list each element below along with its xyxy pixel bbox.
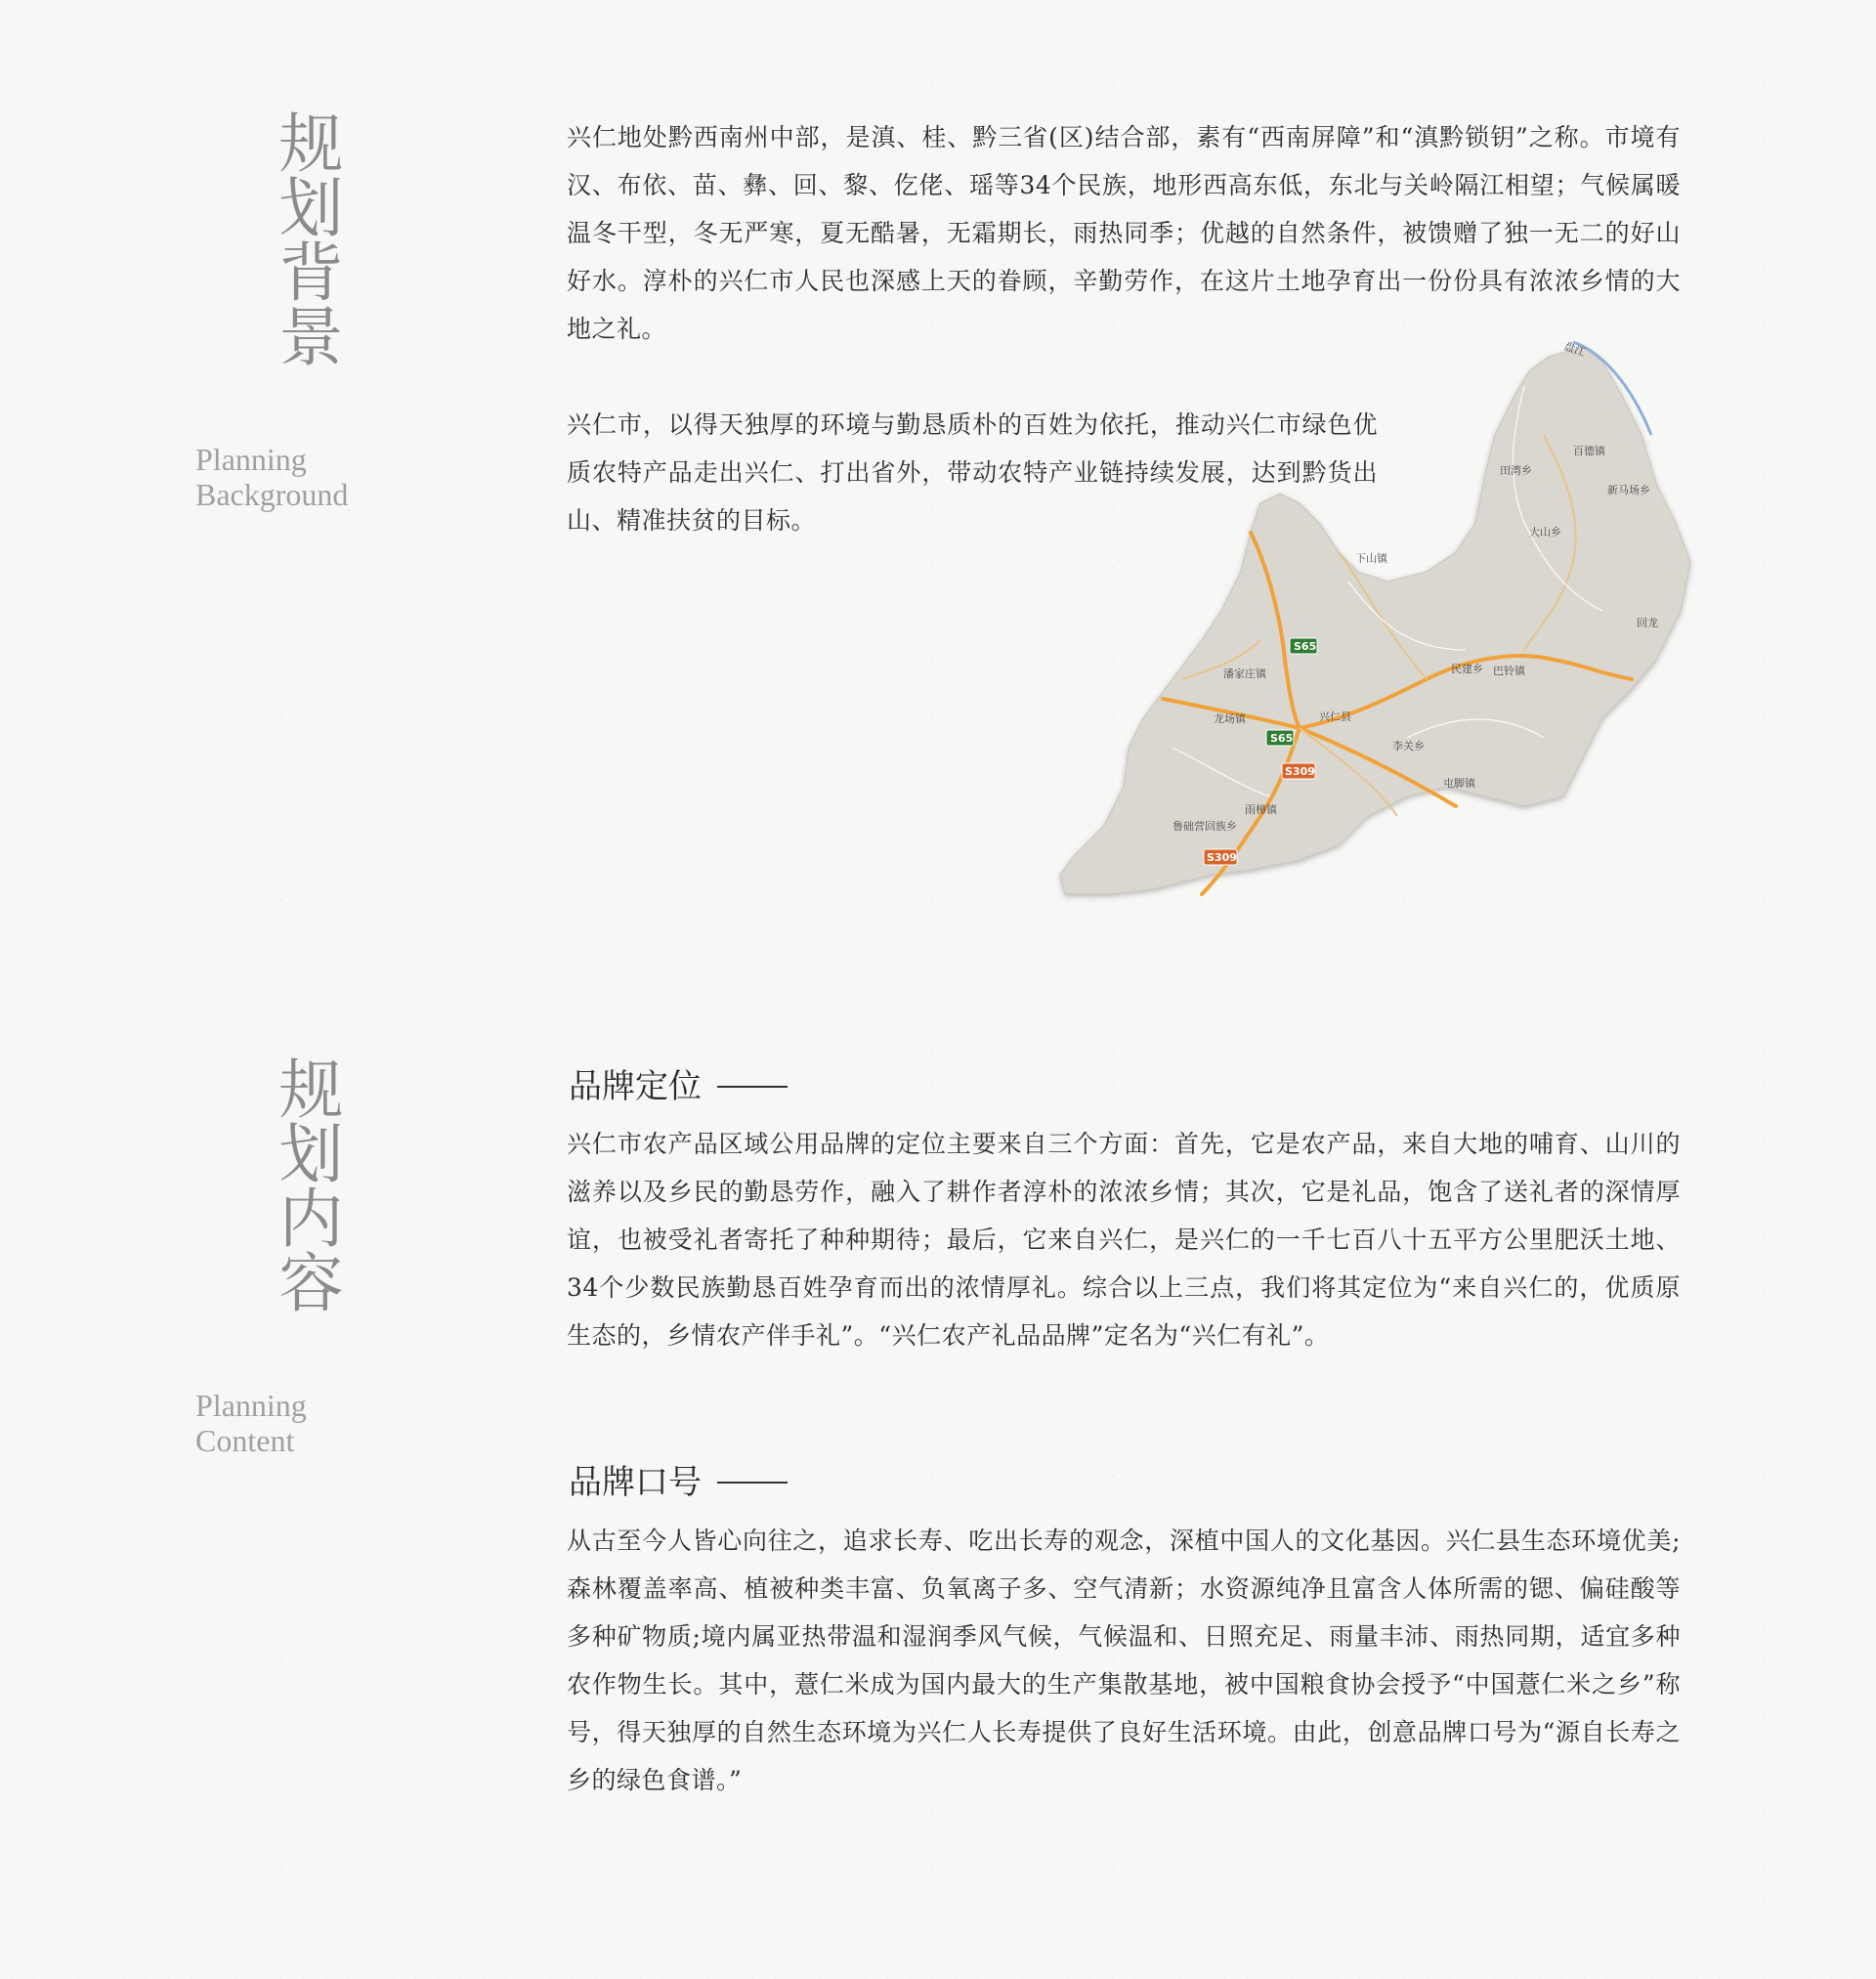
section-subtitle-content	[195, 1388, 430, 1458]
positioning-paragraph: 兴仁市农产品区域公用品牌的定位主要来自三个方面：首先，它是农产品，来自大地的哺育、山川的滋养以及乡民的勤恳劳作，融入了耕作者淳朴的浓浓乡情；其次，它是礼品，饱含了送礼者的深情厚谊，也被受礼者寄托了种种期待；最后，它来自兴仁，是兴仁的一千七百八十五平方公里肥沃土地、34个少数民族勤恳百姓孕育而出的浓情厚礼。综合以上三点，我们将其定位为“来自兴仁的，优质原生态的，乡情农产伴手礼”。“兴仁农产礼品品牌”定名为“兴仁有礼”。	[567, 1130, 1681, 1350]
place-label: 回龙	[1637, 617, 1658, 629]
slogan-paragraph: 从古至今人皆心向往之，追求长寿、吃出长寿的观念，深植中国人的文化基因。兴仁县生态环境优美;森林覆盖率高、植被种类丰富、负氧离子多、空气清新；水资源纯净且富含人体所需的锶、偏硅酸等多种矿物质;境内属亚热带温和湿润季风气候，气候温和、日照充足、雨量丰沛、雨热同期，适宜多种农作物生长。其中，薏仁米成为国内最大的生产集散基地，被中国粮食协会授予“中国薏仁米之乡”称号，得天独厚的自然生态环境为兴仁人长寿提供了良好生活环境。由此，创意品牌口号为“源自长寿之乡的绿色食谱。”	[567, 1527, 1681, 1794]
place-label: 下山镇	[1355, 552, 1387, 565]
place-label: 潘家庄镇	[1223, 667, 1266, 680]
place-label: 巴铃镇	[1493, 665, 1525, 677]
section-subtitle-background	[195, 442, 430, 512]
place-label: 田湾乡	[1500, 464, 1532, 477]
road-shield-s309	[1282, 763, 1315, 779]
heading-dash	[717, 1482, 788, 1484]
heading-text: 品牌口号	[569, 1463, 702, 1502]
heading-text: 品牌定位	[569, 1067, 702, 1106]
xingren-map	[1055, 327, 1720, 904]
section-title-content: 规划内容	[268, 1055, 343, 1313]
place-label: 屯脚镇	[1443, 777, 1475, 790]
svg-text:S65: S65	[1270, 732, 1294, 745]
background-paragraph-1: 兴仁地处黔西南州中部，是滇、桂、黔三省(区)结合部，素有“西南屏障”和“滇黔锁钥”之称。市境有汉、布依、苗、彝、回、黎、仡佬、瑶等34个民族，地形西高东低，东北与关岭隔江相望；气候属暖温冬干型，冬无严寒，夏无酷暑，无霜期长，雨热同季；优越的自然条件，被馈赠了独一无二的好山好水。淳朴的兴仁市人民也深感上天的眷顾，辛勤劳作，在这片土地孕育出一份份具有浓浓乡情的大地之礼。	[567, 123, 1681, 343]
river-label: 盘江	[1561, 339, 1588, 360]
subtitle-line: Background	[195, 477, 349, 512]
heading-dash	[717, 1086, 788, 1088]
road-shield-s65	[1266, 730, 1294, 746]
place-label: 民建乡	[1451, 663, 1483, 675]
subtitle-line: Planning	[195, 442, 307, 477]
place-label: 李关乡	[1392, 740, 1425, 753]
place-label: 龙场镇	[1214, 712, 1246, 725]
svg-text:S309: S309	[1285, 765, 1315, 778]
svg-text:S309: S309	[1207, 851, 1237, 864]
road-shield-s309	[1204, 849, 1237, 865]
place-label: 新马场乡	[1607, 484, 1650, 496]
place-label: 大山乡	[1529, 526, 1561, 538]
place-label: 鲁础营回族乡	[1172, 820, 1237, 833]
heading-brand-slogan	[569, 1463, 788, 1502]
subtitle-line: Planning	[195, 1388, 307, 1423]
heading-brand-positioning	[569, 1067, 788, 1106]
section-title-background: 规划背景	[268, 109, 343, 367]
subtitle-line: Content	[195, 1423, 295, 1458]
county-shape	[1060, 347, 1690, 894]
road-shield-s65	[1290, 638, 1317, 654]
place-label: 雨樟镇	[1245, 803, 1277, 816]
place-label: 百德镇	[1573, 445, 1605, 457]
svg-text:S65: S65	[1294, 640, 1317, 653]
background-paragraph-2: 兴仁市，以得天独厚的环境与勤恳质朴的百姓为依托，推动兴仁市绿色优质农特产品走出兴仁、打出省外，带动农特产业链持续发展，达到黔货出山、精准扶贫的目标。	[567, 410, 1378, 535]
place-label: 兴仁县	[1319, 710, 1351, 723]
